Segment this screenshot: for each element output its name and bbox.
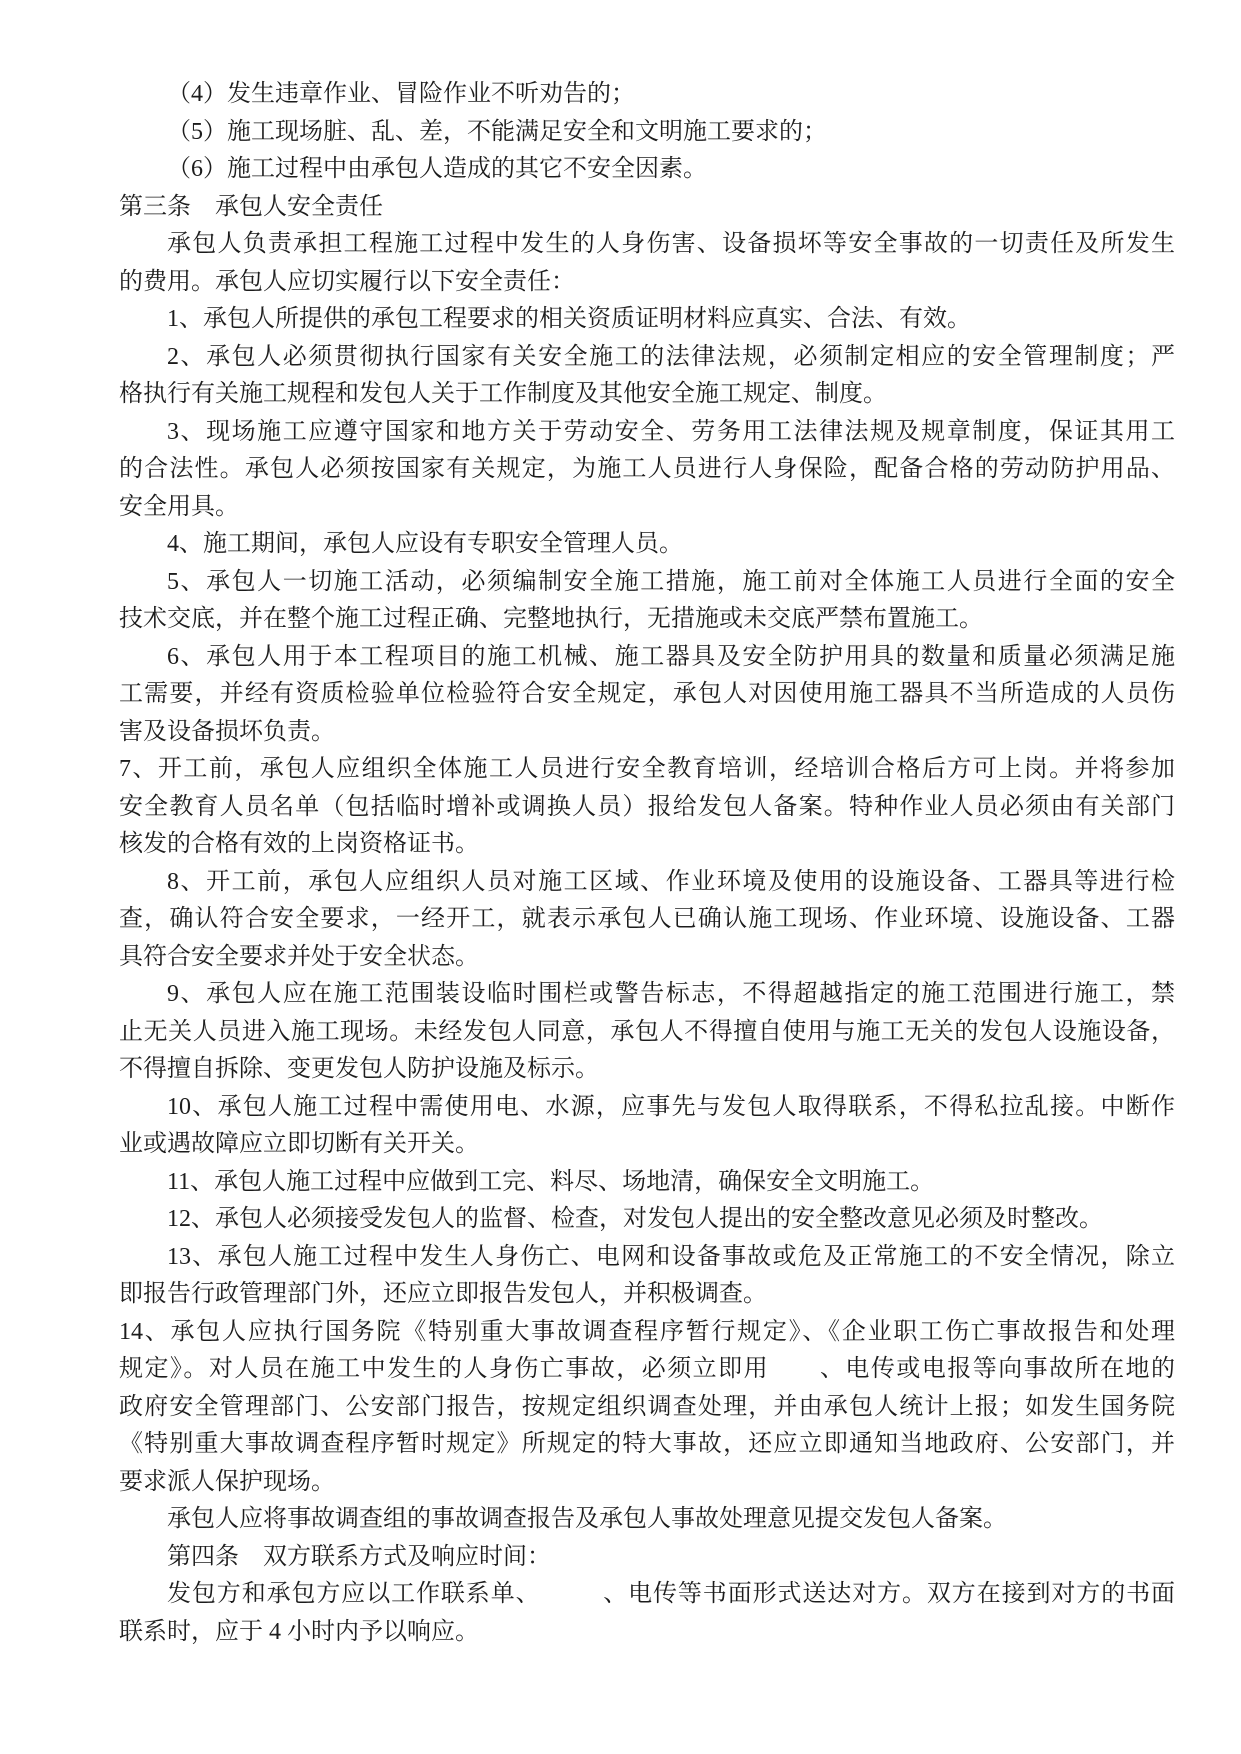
text-line: 技术交底，并在整个施工过程正确、完整地执行，无措施或未交底严禁布置施工。 xyxy=(119,606,983,632)
text-line: 格执行有关施工规程和发包人关于工作制度及其他安全施工规定、制度。 xyxy=(119,381,887,407)
text-line: 14、承包人应执行国务院《特别重大事故调查程序暂行规定》、《企业职工伤亡事故报告和处理 xyxy=(119,1318,1175,1345)
text-line: 安全教育人员名单（包括临时增补或调换人员）报给发包人备案。特种作业人员必须由有关部门 xyxy=(119,793,1175,820)
text-line: 联系时，应于 4 小时内予以响应。 xyxy=(119,1618,479,1645)
numbered-item-10 xyxy=(119,1089,1175,1164)
text-line: 不得擅自拆除、变更发包人防护设施及标示。 xyxy=(119,1056,599,1082)
text-line: 承包人应将事故调查组的事故调查报告及承包人事故处理意见提交发包人备案。 xyxy=(167,1506,1007,1532)
text-line: 11、承包人施工过程中应做到工完、料尽、场地清，确保安全文明施工。 xyxy=(167,1168,935,1195)
clause-item-4 xyxy=(119,76,1175,114)
text-line: 业或遇故障应立即切断有关开关。 xyxy=(119,1131,479,1157)
text-line: 2、承包人必须贯彻执行国家有关安全施工的法律法规，必须制定相应的安全管理制度；严 xyxy=(167,343,1175,370)
numbered-item-13 xyxy=(119,1239,1175,1314)
text-line: 9、承包人应在施工范围装设临时围栏或警告标志，不得超越指定的施工范围进行施工，禁 xyxy=(167,981,1175,1007)
numbered-item-14 xyxy=(119,1314,1175,1502)
clause-item-6 xyxy=(119,151,1175,189)
numbered-item-1 xyxy=(119,301,1175,339)
text-line: 《特别重大事故调查程序暂时规定》所规定的特大事故，还应立即通知当地政府、公安部门，并 xyxy=(119,1431,1175,1457)
text-line: 规定》。对人员在施工中发生的人身伤亡事故，必须立即用 、电传或电报等向事故所在地的 xyxy=(119,1356,1175,1382)
clause-item-5 xyxy=(119,114,1175,152)
text-line: 即报告行政管理部门外，还应立即报告发包人，并积极调查。 xyxy=(119,1281,767,1307)
text-line: 工需要，并经有资质检验单位检验符合安全规定，承包人对因使用施工器具不当所造成的人员伤 xyxy=(119,681,1175,707)
text-line: 13、承包人施工过程中发生人身伤亡、电网和设备事故或危及正常施工的不安全情况，除立 xyxy=(167,1243,1175,1270)
text-line: 安全用具。 xyxy=(119,493,239,520)
text-line: 6、承包人用于本工程项目的施工机械、施工器具及安全防护用具的数量和质量必须满足施 xyxy=(167,643,1175,670)
text-line: 害及设备损坏负责。 xyxy=(119,718,335,745)
numbered-item-6 xyxy=(119,639,1175,752)
text-line: （4）发生违章作业、冒险作业不听劝告的； xyxy=(167,81,635,107)
text-line: 政府安全管理部门、公安部门报告，按规定组织调查处理，并由承包人统计上报；如发生国务院 xyxy=(119,1393,1175,1420)
body-paragraph xyxy=(119,226,1175,301)
text-line: 12、承包人必须接受发包人的监督、检查，对发包人提出的安全整改意见必须及时整改。 xyxy=(167,1206,1103,1232)
text-line: （6）施工过程中由承包人造成的其它不安全因素。 xyxy=(167,156,707,182)
numbered-item-9 xyxy=(119,976,1175,1089)
section-heading-article-3 xyxy=(119,189,1175,227)
body-paragraph xyxy=(119,1576,1175,1651)
text-line: 止无关人员进入施工现场。未经发包人同意，承包人不得擅自使用与施工无关的发包人设施设备， xyxy=(119,1018,1175,1045)
text-line: 5、承包人一切施工活动，必须编制安全施工措施，施工前对全体施工人员进行全面的安全 xyxy=(167,568,1175,595)
text-line: 具符合安全要求并处于安全状态。 xyxy=(119,943,479,970)
text-line: 的合法性。承包人必须按国家有关规定，为施工人员进行人身保险，配备合格的劳动防护用品、 xyxy=(119,456,1175,482)
numbered-item-7 xyxy=(119,751,1175,864)
numbered-item-12 xyxy=(119,1201,1175,1239)
numbered-item-5 xyxy=(119,564,1175,639)
numbered-item-8 xyxy=(119,864,1175,977)
text-line: 承包人负责承担工程施工过程中发生的人身伤害、设备损坏等安全事故的一切责任及所发生 xyxy=(167,231,1175,257)
numbered-item-11 xyxy=(119,1164,1175,1202)
numbered-item-3 xyxy=(119,414,1175,527)
text-line: 核发的合格有效的上岗资格证书。 xyxy=(119,831,479,857)
numbered-item-2 xyxy=(119,339,1175,414)
text-line: 的费用。承包人应切实履行以下安全责任： xyxy=(119,268,575,295)
text-line: 8、开工前，承包人应组织人员对施工区域、作业环境及使用的设施设备、工器具等进行检 xyxy=(167,868,1175,895)
text-line: 发包方和承包方应以工作联系单、 、电传等书面形式送达对方。双方在接到对方的书面 xyxy=(167,1581,1175,1607)
text-line: 第四条 双方联系方式及响应时间： xyxy=(167,1543,551,1570)
text-line: 10、承包人施工过程中需使用电、水源，应事先与发包人取得联系，不得私拉乱接。中断作 xyxy=(167,1093,1175,1120)
body-paragraph xyxy=(119,1501,1175,1539)
numbered-item-4 xyxy=(119,526,1175,564)
text-line: 4、施工期间，承包人应设有专职安全管理人员。 xyxy=(167,531,683,557)
text-line: 7、开工前，承包人应组织全体施工人员进行安全教育培训，经培训合格后方可上岗。并将参加 xyxy=(119,756,1175,782)
text-line: （5）施工现场脏、乱、差，不能满足安全和文明施工要求的； xyxy=(167,118,827,145)
text-line: 要求派人保护现场。 xyxy=(119,1468,335,1495)
text-line: 查，确认符合安全要求，一经开工，就表示承包人已确认施工现场、作业环境、设施设备、工器 xyxy=(119,906,1175,932)
text-line: 3、现场施工应遵守国家和地方关于劳动安全、劳务用工法律法规及规章制度，保证其用工 xyxy=(167,418,1175,445)
section-heading-article-4 xyxy=(119,1539,1175,1577)
text-line: 1、承包人所提供的承包工程要求的相关资质证明材料应真实、合法、有效。 xyxy=(167,306,971,332)
text-line: 第三条 承包人安全责任 xyxy=(119,193,383,220)
document-body xyxy=(119,76,1175,1651)
